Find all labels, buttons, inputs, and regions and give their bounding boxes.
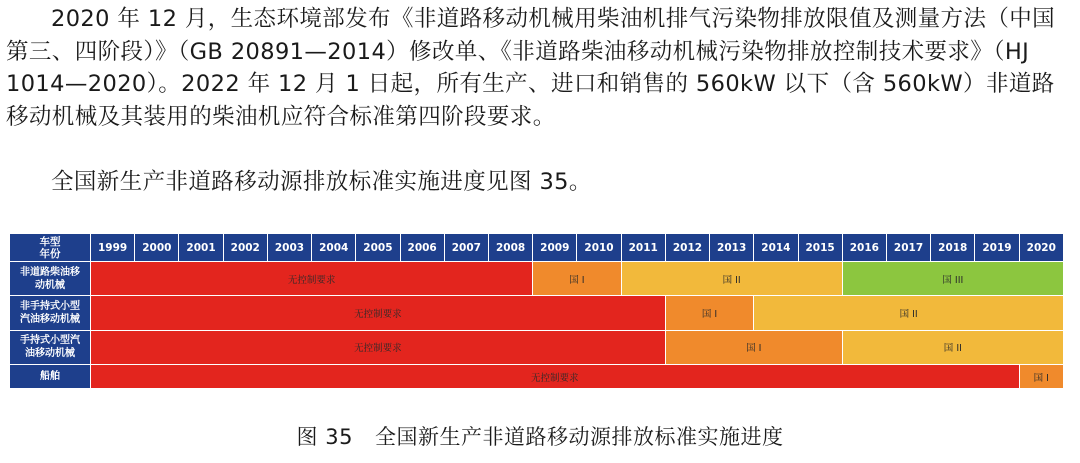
year-header-cell: 2016 xyxy=(842,234,886,262)
vehicle-type-label xyxy=(10,296,91,330)
vehicle-type-line: 船舶 xyxy=(40,371,60,383)
vehicle-type-row xyxy=(10,330,1064,364)
vehicle-type-line: 手持式小型汽 xyxy=(20,335,80,347)
year-header-cell: 2000 xyxy=(135,234,179,262)
year-header-cell: 2003 xyxy=(267,234,311,262)
vehicle-type-label xyxy=(10,330,91,364)
figure-number: 图 35 xyxy=(296,425,353,449)
standard-stage-segment: 无控制要求 xyxy=(91,296,666,330)
standard-stage-segment: 无控制要求 xyxy=(91,330,666,364)
emission-standard-timeline-table xyxy=(9,233,1064,389)
vehicle-type-line: 动机械 xyxy=(35,279,65,291)
standard-stage-segment: 国 I xyxy=(665,330,842,364)
standard-stage-segment: 国 I xyxy=(1019,365,1063,389)
body-paragraph: 2020 年 12 月，生态环境部发布《非道路移动机械用柴油机排气污染物排放限值及测量方法（中国第三、四阶段）》（GB 20891—2014）修改单、《非道路柴油移动机械污染物排放控制技术要求》（HJ 1014—2020）。2022 年 12 月 1 日起，所有生产、进口和销售的 560kW 以下（含 560kW）非道路移动机械及其装用的柴油机应符合标准第四阶段要求。 xyxy=(6,6,1056,130)
year-header-row xyxy=(10,234,1064,262)
standard-stage-segment: 国 II xyxy=(754,296,1064,330)
vehicle-type-line: 油移动机械 xyxy=(25,348,75,360)
table-body xyxy=(10,262,1064,389)
year-header-cell: 2002 xyxy=(223,234,267,262)
year-header-cell: 2014 xyxy=(754,234,798,262)
standard-stage-segment: 国 II xyxy=(621,262,842,296)
vehicle-type-row xyxy=(10,262,1064,296)
year-header-cell: 2017 xyxy=(886,234,930,262)
vehicle-type-row xyxy=(10,296,1064,330)
standard-stage-segment: 国 I xyxy=(533,262,621,296)
standard-stage-segment: 国 III xyxy=(842,262,1063,296)
year-header-cell: 2004 xyxy=(312,234,356,262)
vehicle-type-line: 非手持式小型 xyxy=(20,301,80,313)
standard-stage-segment: 无控制要求 xyxy=(91,262,533,296)
year-header-cell: 2006 xyxy=(400,234,444,262)
figure-reference-paragraph: 全国新生产非道路移动源排放标准实施进度见图 35。 xyxy=(51,169,592,195)
corner-year-label: 年份 xyxy=(39,247,61,260)
year-header-cell: 2007 xyxy=(444,234,488,262)
year-header-cell: 2013 xyxy=(710,234,754,262)
year-header-cell: 2015 xyxy=(798,234,842,262)
year-header-cell: 2020 xyxy=(1019,234,1063,262)
year-header-cell: 2018 xyxy=(931,234,975,262)
standard-stage-segment: 国 II xyxy=(842,330,1063,364)
vehicle-type-line: 非道路柴油移 xyxy=(20,266,80,278)
year-header-cell: 2010 xyxy=(577,234,621,262)
vehicle-type-label xyxy=(10,365,91,389)
year-header-cell: 2001 xyxy=(179,234,223,262)
standard-stage-segment: 国 I xyxy=(665,296,753,330)
figure-caption xyxy=(0,421,1080,451)
year-header-cell: 2008 xyxy=(488,234,532,262)
year-header-cell: 1999 xyxy=(91,234,135,262)
vehicle-type-row xyxy=(10,365,1064,389)
year-header-cell: 2009 xyxy=(533,234,577,262)
vehicle-type-line: 汽油移动机械 xyxy=(20,314,80,326)
year-header-cell: 2005 xyxy=(356,234,400,262)
year-header-cell: 2019 xyxy=(975,234,1019,262)
vehicle-type-label xyxy=(10,262,91,296)
table-corner-header xyxy=(10,234,91,262)
year-header-cell: 2012 xyxy=(665,234,709,262)
figure-title: 全国新生产非道路移动源排放标准实施进度 xyxy=(374,425,784,449)
standard-stage-segment: 无控制要求 xyxy=(91,365,1020,389)
corner-vehicle-type-label: 车型 xyxy=(39,235,61,248)
year-header-cell: 2011 xyxy=(621,234,665,262)
